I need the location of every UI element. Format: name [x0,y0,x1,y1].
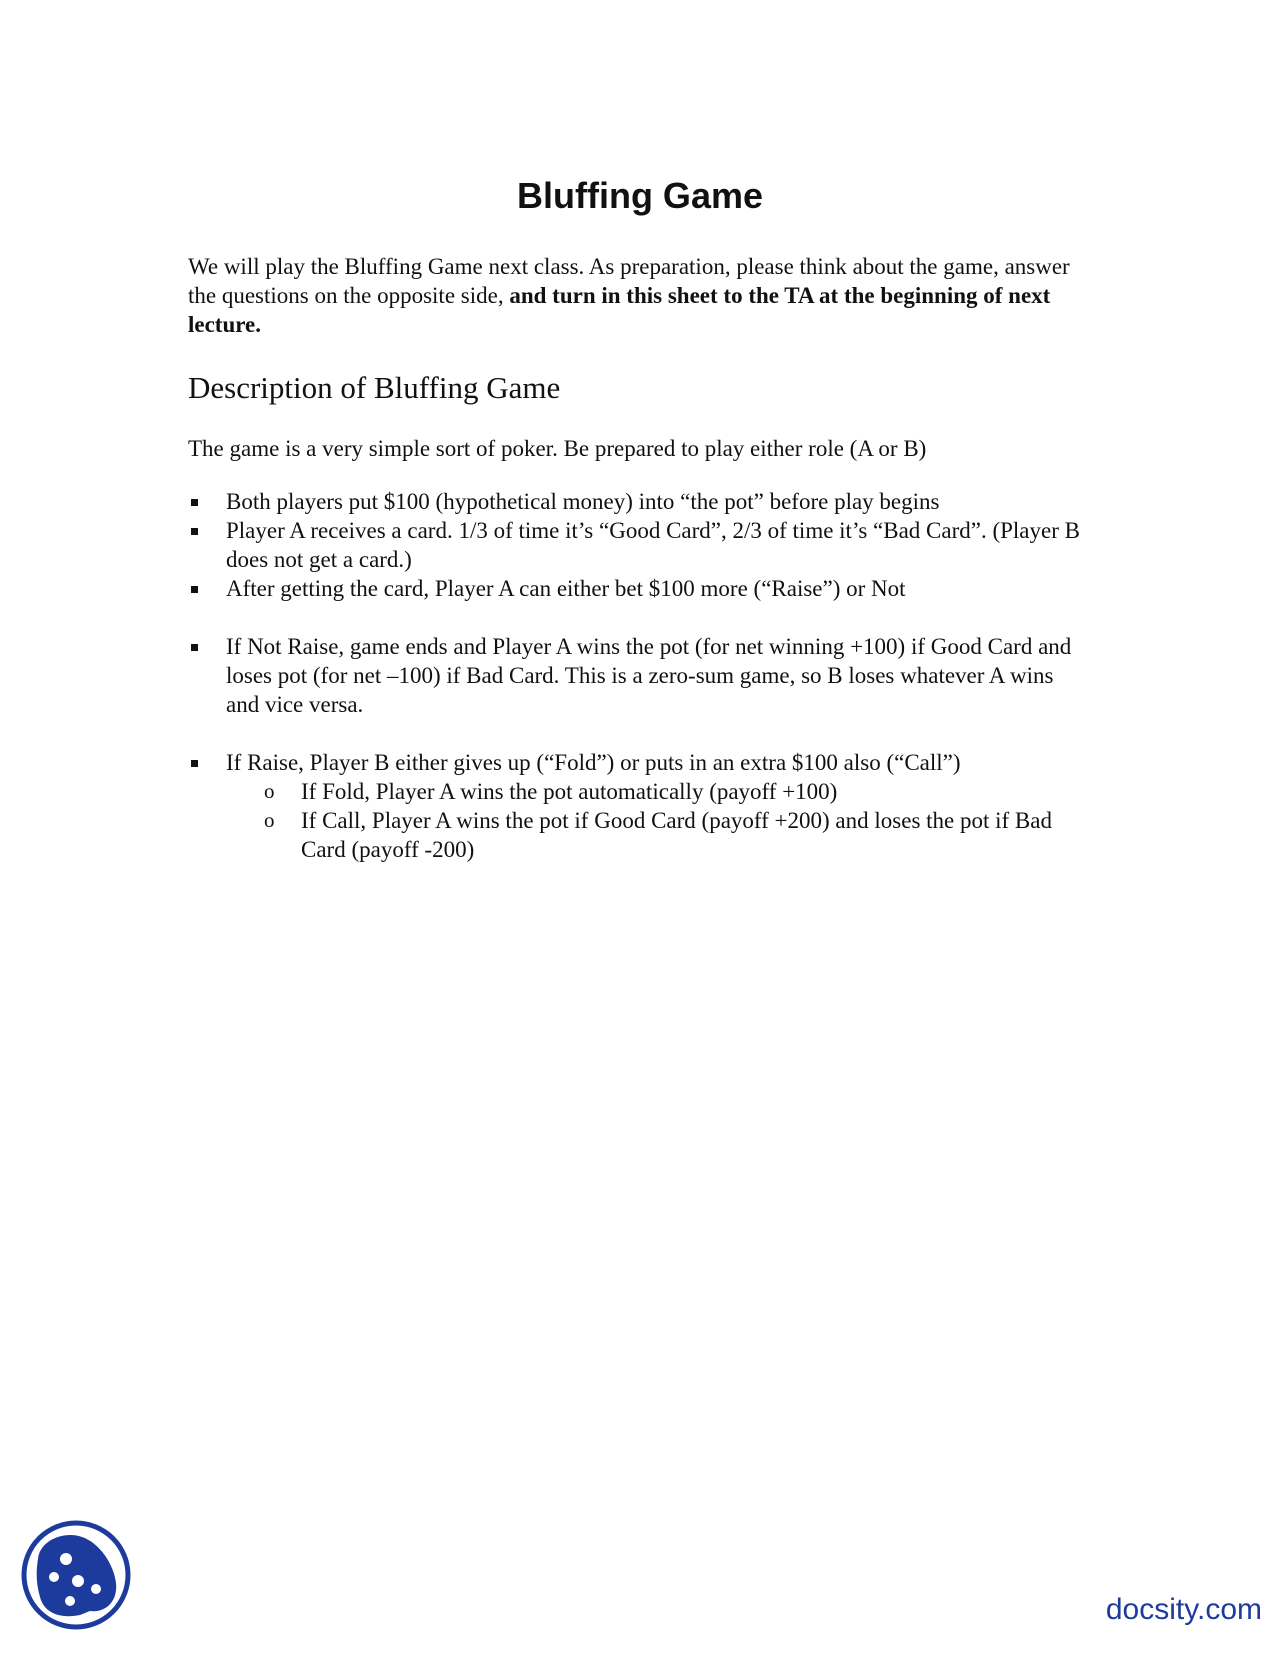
page-title: Bluffing Game [516,175,763,216]
list-item [188,516,1088,574]
list-item [188,487,1088,516]
square-bullet-icon [191,499,198,506]
list-item-text: Both players put $100 (hypothetical money) into “the pot” before play begins [226,489,940,514]
sub-list [226,777,1088,864]
list-item-text: After getting the card, Player A can either bet $100 more (“Raise”) or Not [226,576,906,601]
intro-text: We will play the Bluffing Game next class. As preparation, please think about the game, answer the questions on the opposite side, [188,254,1070,308]
section-heading: Description of Bluffing Game [188,370,561,405]
square-bullet-icon [191,644,198,651]
square-bullet-icon [191,586,198,593]
sub-list-item-text: If Fold, Player A wins the pot automatically (payoff +100) [301,779,838,804]
list-item [188,632,1088,719]
list-item [188,748,1088,864]
square-bullet-icon [191,528,198,535]
docsity-brand-text[interactable]: docsity.com [1105,1593,1262,1626]
list-item-text: If Not Raise, game ends and Player A wins the pot (for net winning +100) if Good Card and loses pot (for net –100) if Bad Card. This is a zero-sum game, so B loses whatever A wins and vice versa. [226,634,1072,717]
intro-paragraph [188,252,1088,339]
sub-list-item [226,777,1088,806]
square-bullet-icon [191,760,198,767]
description-paragraph: The game is a very simple sort of poker. Be prepared to play either role (A or B) [188,436,927,461]
sub-list-item [226,806,1088,864]
document-body [188,252,1088,864]
list-item-text: If Raise, Player B either gives up (“Fold”) or puts in an extra $100 also (“Call”) [226,750,961,775]
circle-bullet-icon: o [264,779,275,803]
circle-bullet-icon: o [264,808,275,832]
rules-list [188,487,1088,864]
intro-bold-text: and turn in this sheet to the TA at the beginning of next lecture. [188,283,1051,337]
sub-list-item-text: If Call, Player A wins the pot if Good Card (payoff +200) and loses the pot if Bad Card (payoff -200) [301,808,1052,862]
list-item [188,574,1088,603]
list-item-text: Player A receives a card. 1/3 of time it’s “Good Card”, 2/3 of time it’s “Bad Card”. (Player B does not get a card.) [226,518,1080,572]
docsity-logo-icon [20,1519,132,1631]
